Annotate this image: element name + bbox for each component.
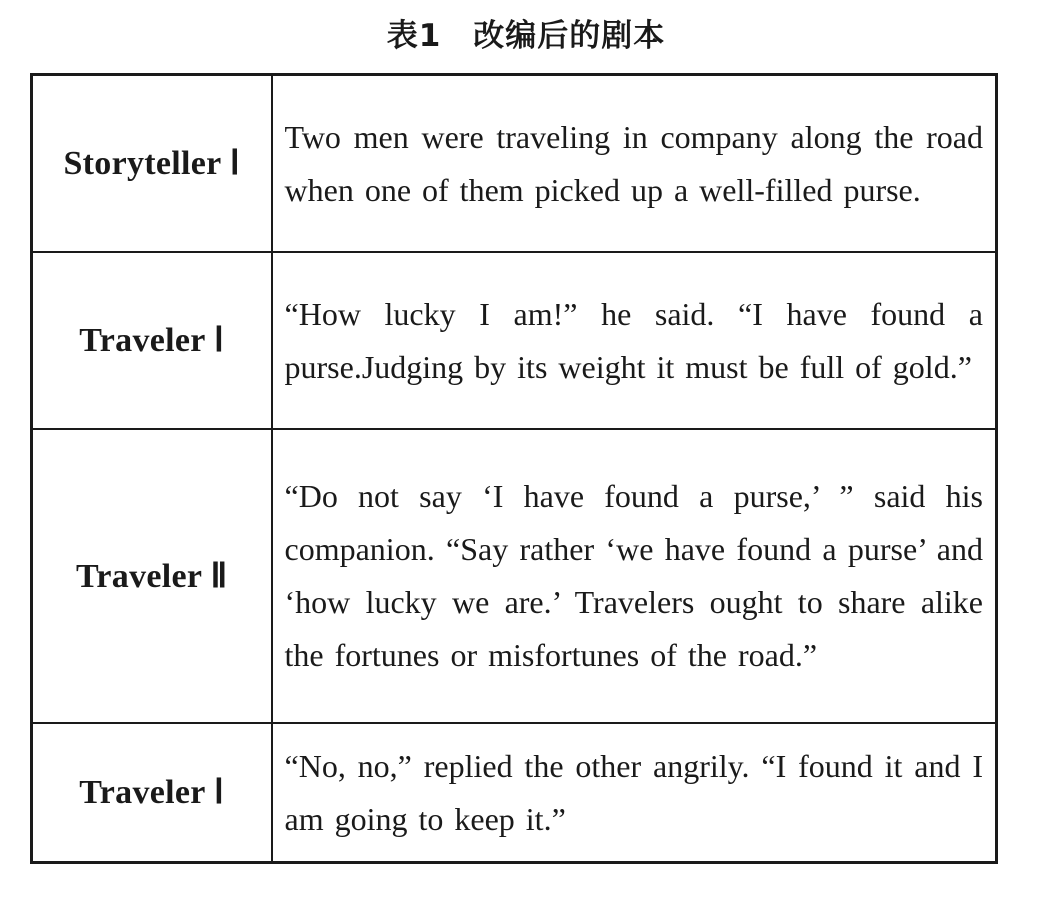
table-row <box>32 723 997 863</box>
role-cell: Storyteller Ⅰ <box>32 75 272 252</box>
role-cell: Traveler Ⅱ <box>32 429 272 723</box>
table-row <box>32 429 997 723</box>
role-cell: Traveler Ⅰ <box>32 723 272 863</box>
table-row <box>32 75 997 252</box>
dialogue-cell: Two men were traveling in company along the road when one of them picked up a well-filled purse. <box>272 75 997 252</box>
dialogue-cell: “How lucky I am!” he said. “I have found a purse.Judging by its weight it must be full of gold.” <box>272 252 997 429</box>
script-table <box>30 73 998 864</box>
role-cell: Traveler Ⅰ <box>32 252 272 429</box>
table-row <box>32 252 997 429</box>
dialogue-cell: “Do not say ‘I have found a purse,’ ” said his companion. “Say rather ‘we have found a purse’ and ‘how lucky we are.’ Travelers ought to share alike the fortunes or misfortunes of the road.” <box>272 429 997 723</box>
dialogue-cell: “No, no,” replied the other angrily. “I found it and I am going to keep it.” <box>272 723 997 863</box>
table-caption: 表1 改编后的剧本 <box>386 18 666 54</box>
